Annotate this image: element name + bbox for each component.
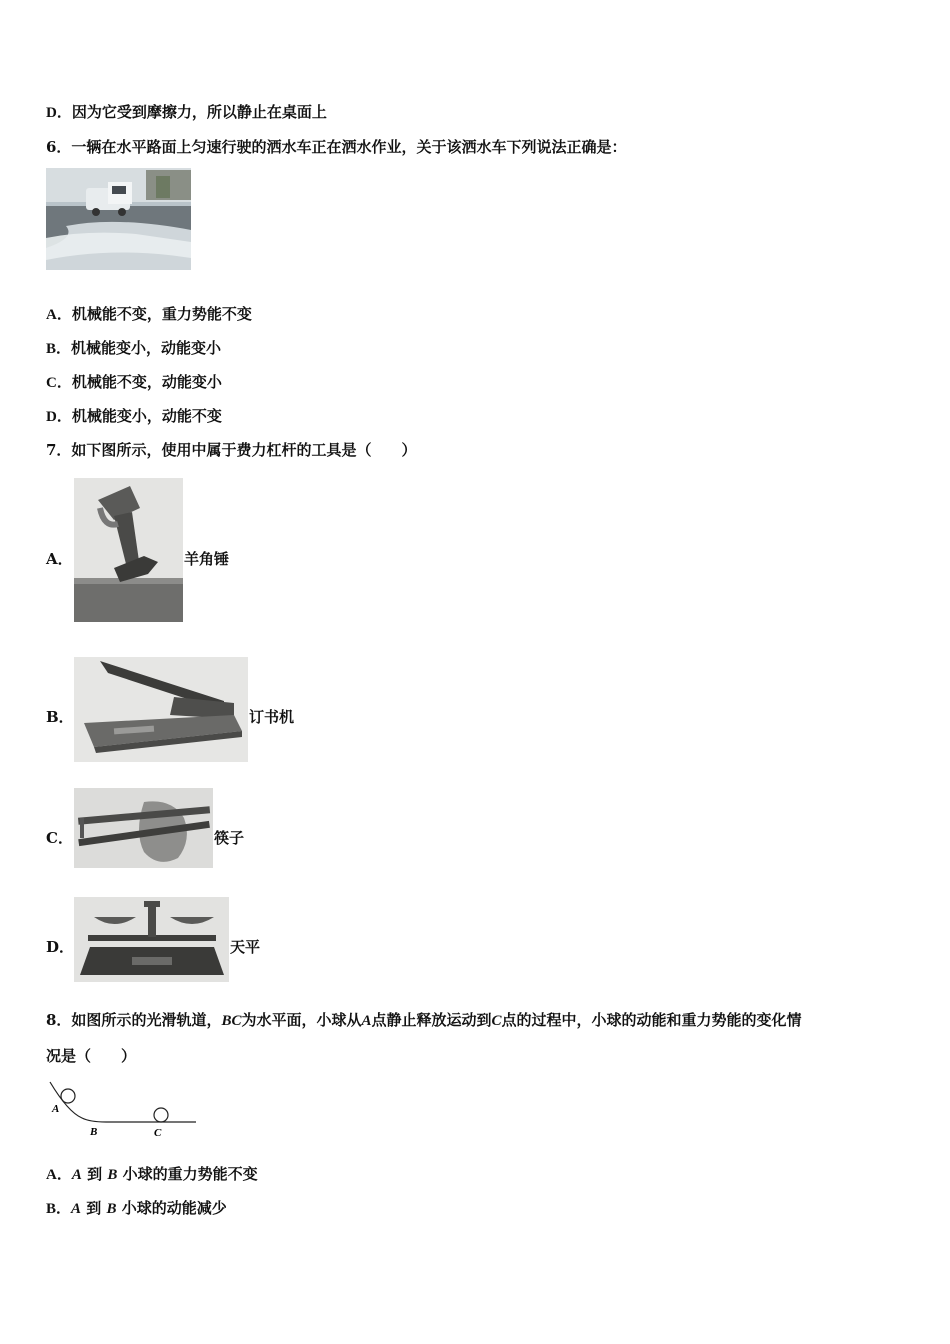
q8-option-b[interactable]	[46, 1198, 227, 1219]
question-7-stem: 7．如下图所示，使用中属于费力杠杆的工具是（ ）	[46, 441, 417, 459]
option-label: D．	[46, 105, 72, 121]
option-text: 小球的重力势能不变	[122, 1165, 258, 1183]
q6-option-d[interactable]	[46, 406, 222, 427]
stem-part: 为水平面，小球从	[241, 1011, 362, 1029]
point-a: A	[361, 1013, 372, 1029]
option-text: 小球的动能减少	[121, 1199, 227, 1217]
q6-option-b[interactable]	[46, 338, 221, 359]
option-text: 机械能变小，动能变小	[71, 339, 222, 357]
q6-option-a[interactable]	[46, 304, 252, 325]
option-label: A．	[46, 307, 72, 323]
q7-option-d-text: 天平	[230, 938, 261, 956]
option-text: 机械能变小，动能不变	[71, 407, 222, 425]
option-label: D．	[46, 409, 72, 425]
point-b: B	[106, 1201, 117, 1217]
q7-option-a-text: 羊角锤	[184, 550, 230, 568]
point-a: A	[71, 1201, 82, 1217]
q7-option-d-label[interactable]: D．	[46, 938, 75, 956]
question-6-stem: 6．一辆在水平路面上匀速行驶的洒水车正在洒水作业，关于该洒水车下列说法正确是：	[46, 138, 627, 156]
point-a: A	[71, 1167, 82, 1183]
q7-option-c-text: 筷子	[214, 829, 245, 847]
q7-option-c-label[interactable]: C．	[46, 829, 73, 847]
diagram-label-b: B	[90, 1126, 98, 1138]
sprinkler-truck-photo	[46, 168, 191, 270]
option-label: B．	[46, 341, 72, 357]
q7-option-a-label[interactable]: A．	[46, 550, 73, 568]
option-text: 到	[87, 1165, 103, 1183]
option-label: C．	[46, 375, 72, 391]
point-b: B	[107, 1167, 118, 1183]
q6-option-c[interactable]	[46, 372, 222, 393]
claw-hammer-photo	[74, 478, 183, 622]
segment-bc: BC	[221, 1013, 242, 1029]
question-8-stem	[46, 1010, 802, 1031]
option-text: 机械能不变，动能变小	[71, 373, 222, 391]
chopsticks-photo	[74, 788, 213, 868]
option-label: B．	[46, 1201, 72, 1217]
stapler-photo	[74, 657, 248, 762]
stem-part: 点的过程中，小球的动能和重力势能的变化情	[501, 1011, 802, 1029]
option-text: 机械能不变，重力势能不变	[71, 305, 252, 323]
q8-option-a[interactable]	[46, 1164, 258, 1185]
stem-part: 点静止释放运动到	[371, 1011, 492, 1029]
option-text: 因为它受到摩擦力，所以静止在桌面上	[71, 103, 327, 121]
q7-option-b-text: 订书机	[249, 708, 295, 726]
option-label: A．	[46, 1167, 72, 1183]
q7-option-b-label[interactable]: B．	[46, 708, 74, 726]
stem-part: 8．如图所示的光滑轨道，	[46, 1011, 222, 1029]
diagram-label-a: A	[52, 1103, 60, 1115]
question-8-stem-line2: 况是（ ）	[46, 1047, 137, 1065]
q5-option-d	[46, 102, 327, 123]
point-c: C	[491, 1013, 502, 1029]
balance-scale-photo	[74, 897, 229, 982]
option-text: 到	[86, 1199, 102, 1217]
diagram-label-c: C	[154, 1127, 162, 1139]
track-diagram	[46, 1078, 198, 1140]
